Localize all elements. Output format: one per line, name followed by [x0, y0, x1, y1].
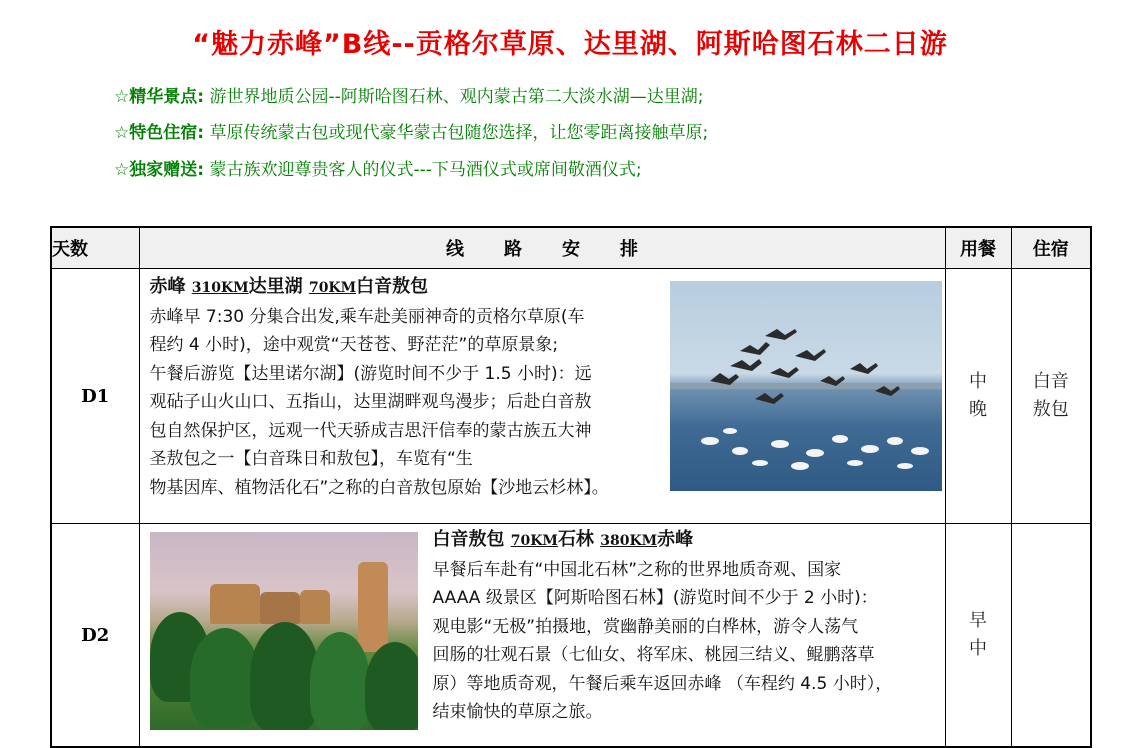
highlight-label: ☆特色住宿: — [114, 123, 205, 143]
meal-cell: 早 中 — [945, 524, 1011, 748]
route-line: 午餐后游览【达里诺尔湖】(游览时间不少于 1.5 小时)：远 — [149, 363, 592, 384]
header-stay: 住宿 — [1011, 227, 1091, 269]
meal-cell: 中 晚 — [945, 269, 1011, 524]
route-line: 赤峰早 7:30 分集合出发,乘车赴美丽神奇的贡格尔草原(车 — [149, 306, 585, 327]
stay-cell — [1011, 524, 1091, 748]
route-heading: 白音敖包 70KM石林 380KM赤峰 — [432, 529, 694, 550]
route-line: 回肠的壮观石景（七仙女、将军床、桃园三结义、鲲鹏落草 — [432, 645, 875, 665]
itinerary-table — [50, 226, 1092, 748]
route-line: 程约 4 小时)，途中观赏“天苍苍、野茫茫”的草原景象; — [149, 335, 559, 355]
header-day: 天数 — [51, 227, 139, 269]
route-text — [150, 273, 665, 502]
table-header-row — [51, 227, 1091, 269]
route-cell — [139, 524, 945, 748]
route-line: 观电影“无极”拍摄地，赏幽静美丽的白桦林，游令人荡气 — [432, 616, 859, 637]
highlight-text: 游世界地质公园--阿斯哈图石林、观内蒙古第二大淡水湖—达里湖; — [209, 87, 704, 107]
route-line: 观砧子山火山口、五指山，达里湖畔观鸟漫步；后赴白音敖 — [149, 392, 592, 412]
highlight-label: ☆精华景点: — [114, 87, 205, 107]
table-row — [51, 524, 1091, 748]
table-row — [51, 269, 1091, 524]
highlight-attractions — [114, 82, 703, 107]
header-meal: 用餐 — [945, 227, 1011, 269]
route-line: 结束愉快的草原之旅。 — [432, 702, 603, 722]
lake-birds-photo — [670, 281, 942, 491]
highlight-lodging — [114, 118, 708, 143]
route-heading: 赤峰 310KM达里湖 70KM白音敖包 — [149, 276, 429, 297]
stay-cell: 白音 敖包 — [1011, 269, 1091, 524]
route-line: 物基因库、植物活化石”之称的白音敖包原始【沙地云杉林】。 — [149, 477, 609, 498]
route-line: 早餐后车赴有“中国北石林”之称的世界地质奇观、国家 — [432, 559, 842, 580]
route-line: 原）等地质奇观，午餐后乘车返回赤峰 （车程约 4.5 小时）， — [432, 673, 893, 694]
highlight-label: ☆独家赠送: — [114, 160, 205, 180]
route-line: 圣敖包之一【白音珠日和敖包】，车览有“生 — [149, 449, 473, 469]
highlight-text: 草原传统蒙古包或现代豪华蒙古包随您选择，让您零距离接触草原; — [209, 123, 709, 143]
day-cell: D2 — [51, 524, 139, 748]
stone-forest-photo — [150, 532, 418, 730]
route-cell — [139, 269, 945, 524]
highlight-text: 蒙古族欢迎尊贵客人的仪式---下马酒仪式或席间敬酒仪式; — [209, 160, 642, 180]
day-cell: D1 — [51, 269, 139, 524]
route-line: 包自然保护区，远观一代天骄成吉思汗信奉的蒙古族五大神 — [149, 420, 592, 441]
highlight-gift — [114, 155, 642, 180]
header-route: 线路安排 — [139, 227, 945, 269]
route-line: AAAA 级景区【阿斯哈图石林】(游览时间不少于 2 小时)： — [432, 588, 878, 608]
page-title: “魅力赤峰”B线--贡格尔草原、达里湖、阿斯哈图石林二日游 — [192, 29, 948, 60]
route-text — [433, 526, 943, 727]
